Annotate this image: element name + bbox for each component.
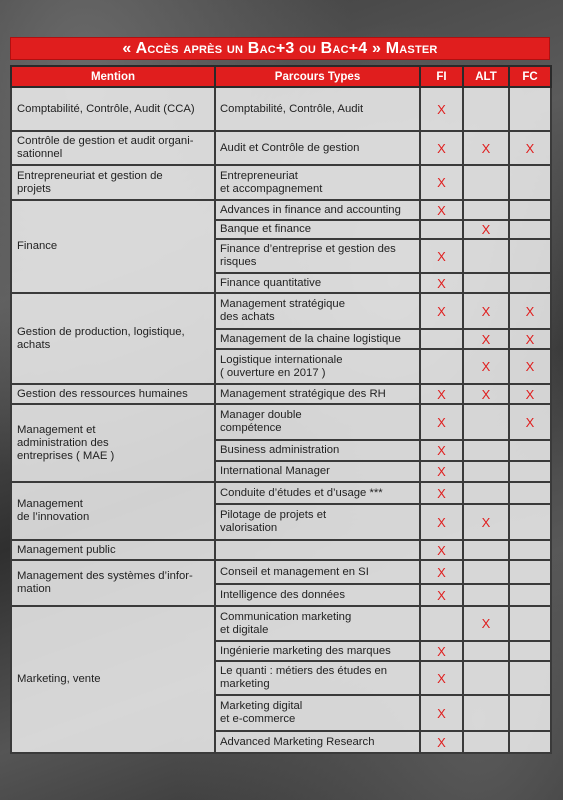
mention-cell: Finance (11, 200, 215, 293)
table-row (11, 131, 551, 165)
fi-mark-cell: X (420, 731, 463, 753)
mention-cell: Management des systèmes d’infor- mation (11, 560, 215, 606)
fi-mark-cell: X (420, 641, 463, 661)
header-alt: ALT (463, 66, 509, 87)
header-fi: FI (420, 66, 463, 87)
parcours-cell (215, 540, 420, 560)
table-row (11, 540, 551, 560)
fi-mark-cell: X (420, 504, 463, 540)
alt-mark-cell: X (463, 384, 509, 404)
parcours-cell: Business administration (215, 440, 420, 461)
parcours-cell: Marketing digital et e-commerce (215, 695, 420, 731)
alt-mark-cell: X (463, 329, 509, 349)
parcours-cell: Communication marketing et digitale (215, 606, 420, 641)
parcours-cell: International Manager (215, 461, 420, 482)
parcours-cell: Banque et finance (215, 220, 420, 239)
fc-mark-cell (509, 239, 551, 273)
table-row (11, 404, 551, 440)
fc-mark-cell (509, 731, 551, 753)
fi-mark-cell: X (420, 584, 463, 606)
fc-mark-cell: X (509, 329, 551, 349)
parcours-cell: Finance d’entreprise et gestion des risques (215, 239, 420, 273)
fc-mark-cell: X (509, 131, 551, 165)
fi-mark-cell (420, 220, 463, 239)
alt-mark-cell (463, 200, 509, 220)
fi-mark-cell: X (420, 273, 463, 293)
mention-cell: Comptabilité, Contrôle, Audit (CCA) (11, 87, 215, 131)
parcours-cell: Manager double compétence (215, 404, 420, 440)
fi-mark-cell (420, 606, 463, 641)
fc-mark-cell (509, 200, 551, 220)
fc-mark-cell (509, 461, 551, 482)
parcours-cell: Management stratégique des RH (215, 384, 420, 404)
parcours-cell: Advances in finance and accounting (215, 200, 420, 220)
page-title (10, 37, 550, 60)
table-row (11, 384, 551, 404)
alt-mark-cell (463, 584, 509, 606)
alt-mark-cell (463, 239, 509, 273)
fi-mark-cell: X (420, 482, 463, 504)
table-row (11, 293, 551, 329)
fi-mark-cell: X (420, 661, 463, 695)
parcours-cell: Management de la chaine logistique (215, 329, 420, 349)
table-row (11, 87, 551, 131)
fc-mark-cell: X (509, 404, 551, 440)
alt-mark-cell: X (463, 131, 509, 165)
alt-mark-cell (463, 87, 509, 131)
fi-mark-cell (420, 349, 463, 384)
parcours-cell: Le quanti : métiers des études en marketing (215, 661, 420, 695)
fc-mark-cell (509, 606, 551, 641)
fi-mark-cell: X (420, 200, 463, 220)
fc-mark-cell (509, 641, 551, 661)
fi-mark-cell: X (420, 384, 463, 404)
table-header-row (11, 66, 551, 87)
fc-mark-cell (509, 695, 551, 731)
mention-cell: Gestion de production, logistique, achats (11, 293, 215, 384)
alt-mark-cell (463, 540, 509, 560)
master-table (10, 65, 552, 754)
table-row (11, 165, 551, 200)
alt-mark-cell (463, 404, 509, 440)
alt-mark-cell (463, 482, 509, 504)
mention-cell: Management et administration des entreprises ( MAE ) (11, 404, 215, 482)
fi-mark-cell: X (420, 293, 463, 329)
alt-mark-cell (463, 695, 509, 731)
alt-mark-cell: X (463, 220, 509, 239)
alt-mark-cell (463, 440, 509, 461)
parcours-cell: Conseil et management en SI (215, 560, 420, 584)
table-row (11, 560, 551, 584)
parcours-cell: Pilotage de projets et valorisation (215, 504, 420, 540)
mention-cell: Gestion des ressources humaines (11, 384, 215, 404)
fc-mark-cell (509, 560, 551, 584)
fc-mark-cell (509, 540, 551, 560)
parcours-cell: Comptabilité, Contrôle, Audit (215, 87, 420, 131)
parcours-cell: Management stratégique des achats (215, 293, 420, 329)
parcours-cell: Intelligence des données (215, 584, 420, 606)
alt-mark-cell (463, 560, 509, 584)
fi-mark-cell: X (420, 440, 463, 461)
fc-mark-cell: X (509, 384, 551, 404)
mention-cell: Marketing, vente (11, 606, 215, 753)
header-fc: FC (509, 66, 551, 87)
fc-mark-cell (509, 165, 551, 200)
fi-mark-cell: X (420, 131, 463, 165)
fi-mark-cell: X (420, 165, 463, 200)
mention-cell: Management de l’innovation (11, 482, 215, 540)
fc-mark-cell (509, 482, 551, 504)
alt-mark-cell: X (463, 293, 509, 329)
table-row (11, 482, 551, 504)
fc-mark-cell (509, 504, 551, 540)
fc-mark-cell: X (509, 349, 551, 384)
fc-mark-cell: X (509, 293, 551, 329)
mention-cell: Contrôle de gestion et audit organi- sationnel (11, 131, 215, 165)
parcours-cell: Audit et Contrôle de gestion (215, 131, 420, 165)
alt-mark-cell: X (463, 606, 509, 641)
parcours-cell: Logistique internationale ( ouverture en 2017 ) (215, 349, 420, 384)
alt-mark-cell (463, 461, 509, 482)
parcours-cell: Advanced Marketing Research (215, 731, 420, 753)
header-parcours: Parcours Types (215, 66, 420, 87)
fc-mark-cell (509, 661, 551, 695)
fi-mark-cell (420, 329, 463, 349)
table-body (11, 87, 551, 753)
fi-mark-cell: X (420, 239, 463, 273)
parcours-cell: Ingénierie marketing des marques (215, 641, 420, 661)
fi-mark-cell: X (420, 461, 463, 482)
fc-mark-cell (509, 273, 551, 293)
alt-mark-cell (463, 731, 509, 753)
fc-mark-cell (509, 440, 551, 461)
table-row (11, 606, 551, 641)
alt-mark-cell (463, 273, 509, 293)
parcours-cell: Finance quantitative (215, 273, 420, 293)
fi-mark-cell: X (420, 540, 463, 560)
alt-mark-cell (463, 165, 509, 200)
fc-mark-cell (509, 584, 551, 606)
alt-mark-cell (463, 641, 509, 661)
fi-mark-cell: X (420, 404, 463, 440)
fc-mark-cell (509, 220, 551, 239)
parcours-cell: Entrepreneuriat et accompagnement (215, 165, 420, 200)
alt-mark-cell: X (463, 504, 509, 540)
table-row (11, 200, 551, 220)
mention-cell: Management public (11, 540, 215, 560)
fi-mark-cell: X (420, 87, 463, 131)
parcours-cell: Conduite d’études et d’usage *** (215, 482, 420, 504)
mention-cell: Entrepreneuriat et gestion de projets (11, 165, 215, 200)
page-title-text: « Accès après un Bac+3 ou Bac+4 » Master (122, 39, 438, 57)
fc-mark-cell (509, 87, 551, 131)
header-mention: Mention (11, 66, 215, 87)
alt-mark-cell: X (463, 349, 509, 384)
alt-mark-cell (463, 661, 509, 695)
fi-mark-cell: X (420, 695, 463, 731)
fi-mark-cell: X (420, 560, 463, 584)
